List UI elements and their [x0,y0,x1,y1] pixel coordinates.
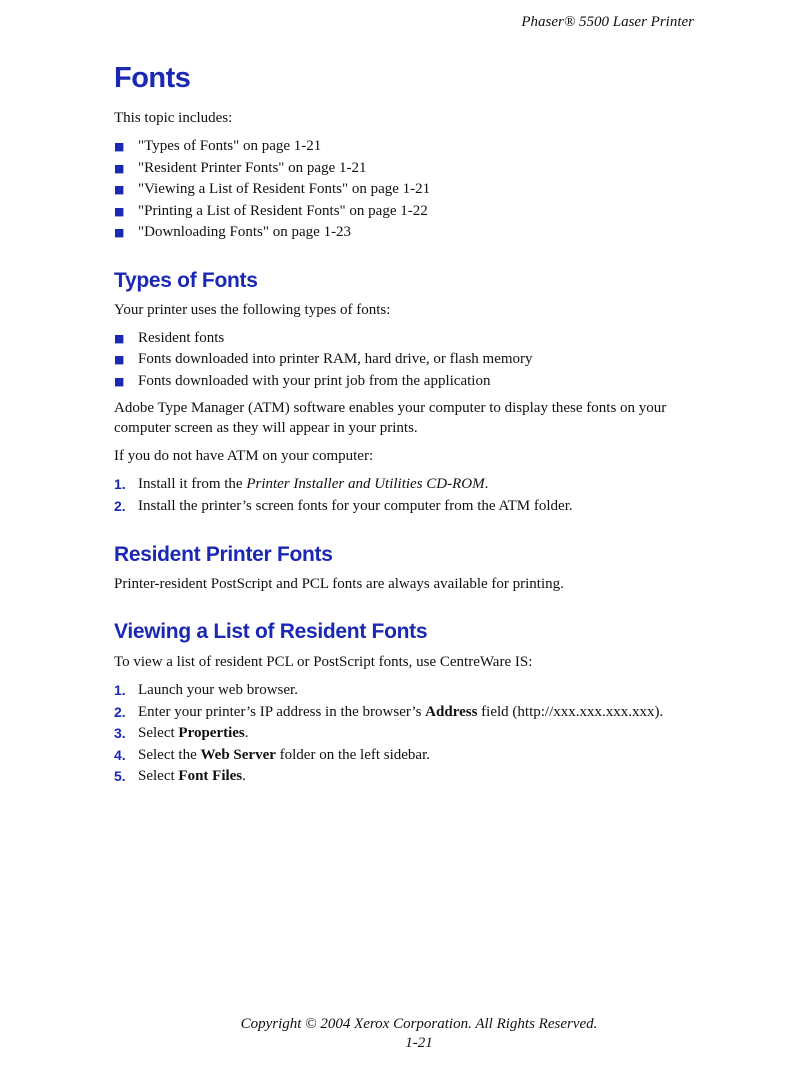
viewing-steps [114,680,714,788]
square-bullet-icon: ■ [114,374,125,388]
viewing-intro: To view a list of resident PCL or PostScript fonts, use CentreWare IS: [114,654,533,670]
page-title: Fonts [114,62,191,94]
list-item: ■ Fonts downloaded into printer RAM, hard drive, or flash memory [114,349,714,371]
square-bullet-icon: ■ [114,183,125,196]
step-item: 1. Launch your web browser. [114,682,298,698]
step-item: 5. Select Font Files. [114,768,246,784]
step-item: 2. Install the printer’s screen fonts for your computer from the ATM folder. [114,497,573,514]
types-intro: Your printer uses the following types of fonts: [114,301,391,318]
topic-link[interactable]: ■ "Viewing a List of Resident Fonts" on page 1-21 [114,179,714,201]
topic-link[interactable]: ■ "Downloading Fonts" on page 1-23 [114,222,714,244]
resident-text: Printer-resident PostScript and PCL fonts are always available for printing. [114,576,564,592]
page-number: 1-21 [405,1035,433,1051]
page-footer [0,1015,808,1053]
square-bullet-icon: ■ [114,140,125,153]
running-header: Phaser® 5500 Laser Printer [521,14,694,30]
list-item: ■ Fonts downloaded with your print job from the application [114,371,714,393]
square-bullet-icon: ■ [114,353,125,366]
font-types-list [114,328,714,393]
copyright-text: Copyright © 2004 Xerox Corporation. All Rights Reserved. [240,1016,598,1032]
topic-link[interactable]: ■ "Printing a List of Resident Fonts" on page 1-22 [114,201,714,223]
topic-link[interactable]: ■ "Types of Fonts" on page 1-21 [114,136,714,158]
atm-paragraph: Adobe Type Manager (ATM) software enables your computer to display these fonts on your computer screen as they will appear in your prints. [114,400,667,436]
topic-link[interactable]: ■ "Resident Printer Fonts" on page 1-21 [114,158,714,180]
step-item: 2. Enter your printer’s IP address in the browser’s Address field (http://xxx.xxx.xxx.xxx). [114,703,664,720]
section-heading-types: Types of Fonts [114,268,258,292]
list-item: ■ Resident fonts [114,328,714,350]
atm-steps [114,474,714,517]
section-heading-viewing: Viewing a List of Resident Fonts [114,620,428,643]
square-bullet-icon: ■ [114,204,125,218]
square-bullet-icon: ■ [114,226,125,239]
step-item: 4. Select the Web Server folder on the left sidebar. [114,746,431,763]
step-item: 3. Select Properties. [114,725,249,741]
no-atm-text: If you do not have ATM on your computer: [114,448,374,464]
page-content [114,58,714,788]
step-item: 1. Install it from the Printer Installer and Utilities CD-ROM. [114,476,489,492]
topic-intro: This topic includes: [114,110,233,126]
square-bullet-icon: ■ [114,331,125,345]
square-bullet-icon: ■ [114,161,125,175]
section-heading-resident: Resident Printer Fonts [114,543,333,566]
topic-list [114,136,714,244]
